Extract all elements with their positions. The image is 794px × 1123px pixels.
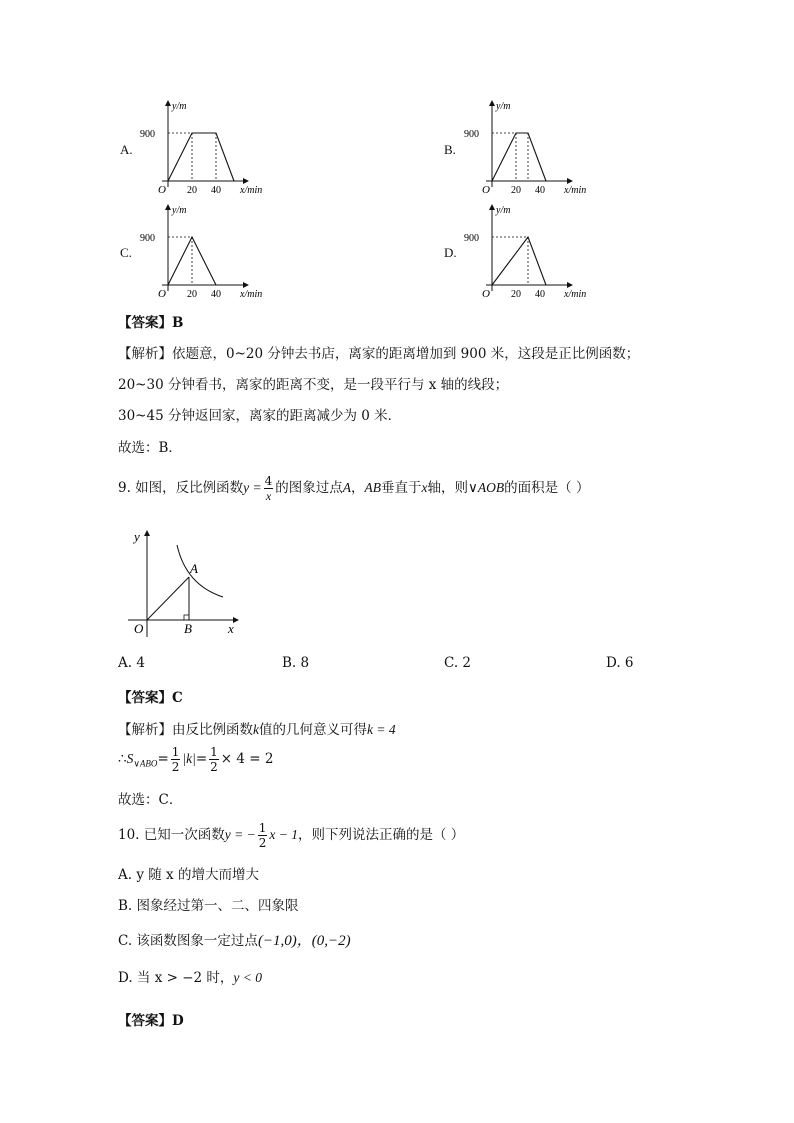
q9-right-angle-mark bbox=[184, 615, 189, 620]
origin-label: O bbox=[158, 184, 166, 195]
x-tick-40: 40 bbox=[211, 185, 221, 195]
data-line bbox=[492, 133, 546, 181]
x-tick-20: 20 bbox=[187, 185, 197, 195]
q9-area-formula: $\therefore S_{\vee ABO}=$ $\frac{1}{2}$ |k|= $\frac{1}{2}$ × 4 = 2 bbox=[118, 745, 274, 774]
q9-analysis: 【解析】由反比例函数k值的几何意义可得k = 4 bbox=[118, 722, 396, 738]
x-tick-20: 20 bbox=[511, 289, 521, 299]
q8-analysis-line-1: 【解析】依题意，0~20 分钟去书店，离家的距离增加到 900 米，这段是正比例函数； bbox=[118, 346, 640, 362]
q9-point-b-label: B bbox=[184, 621, 192, 636]
graph-option-a bbox=[140, 95, 280, 195]
y-axis-label: y/m bbox=[172, 205, 187, 216]
q8-conclusion: 故选：B． bbox=[118, 440, 182, 456]
q9-hyperbola-curve bbox=[177, 545, 223, 597]
x-tick-40: 40 bbox=[535, 289, 545, 299]
y-axis-label: y/m bbox=[172, 101, 187, 112]
x-tick-20: 20 bbox=[511, 185, 521, 195]
x-tick-40: 40 bbox=[535, 185, 545, 195]
y-tick-900: 900 bbox=[140, 129, 155, 140]
origin-label: O bbox=[482, 184, 490, 195]
q8-analysis-line-2: 20~30 分钟看书，离家的距离不变，是一段平行与 x 轴的线段； bbox=[118, 377, 509, 393]
q10-option-a: A. y 随 x 的增大而增大 bbox=[118, 867, 259, 883]
q9-point-a-label: A bbox=[190, 561, 198, 576]
graph-option-c bbox=[140, 199, 280, 299]
q10-option-b: B. 图象经过第一、二、四象限 bbox=[118, 898, 299, 914]
y-tick-900: 900 bbox=[464, 233, 479, 244]
option-c-letter: C. bbox=[120, 245, 132, 260]
option-d-letter: D. bbox=[444, 245, 457, 260]
option-b-letter: B. bbox=[444, 142, 456, 157]
y-tick-900: 900 bbox=[464, 129, 479, 140]
q9-origin-label: O bbox=[134, 621, 144, 636]
q8-analysis-line-3: 30~45 分钟返回家，离家的距离减少为 0 米． bbox=[118, 408, 402, 424]
x-axis-label: x/min bbox=[240, 185, 263, 195]
q10-answer: 【答案】D bbox=[118, 1013, 184, 1029]
q9-segment-oa bbox=[147, 577, 189, 620]
q10-option-c: C. 该函数图象一定过点(−1,0)，(0,−2) bbox=[118, 933, 351, 949]
x-tick-40: 40 bbox=[211, 289, 221, 299]
data-line bbox=[492, 237, 546, 285]
graph-option-b bbox=[464, 95, 604, 195]
y-tick-900: 900 bbox=[140, 233, 155, 244]
q10-stem: 10. 已知一次函数y = − $\frac{1}{2}$ x − 1，则下列说法正确的是（ ） bbox=[118, 821, 465, 850]
q9-option-b: B. 8 bbox=[282, 655, 310, 671]
x-axis-label: x/min bbox=[564, 185, 587, 195]
q9-conclusion: 故选：C． bbox=[118, 792, 183, 808]
y-axis-label: y/m bbox=[496, 101, 511, 112]
q9-x-label: x bbox=[228, 621, 234, 636]
q8-answer: 【答案】B bbox=[118, 315, 184, 331]
x-axis-label: x/min bbox=[240, 289, 263, 299]
q9-stem: 9. 如图，反比例函数y = $\frac{4}{x}$ 的图象过点A，AB垂直于x轴，则∨AOB的面积是（ ） bbox=[118, 474, 590, 503]
origin-label: O bbox=[482, 288, 490, 299]
x-axis-label: x/min bbox=[564, 289, 587, 299]
q9-answer: 【答案】C bbox=[118, 690, 183, 706]
graph-option-d bbox=[464, 199, 604, 299]
option-a-letter: A. bbox=[120, 142, 133, 157]
q9-y-label: y bbox=[134, 529, 140, 544]
q9-figure bbox=[120, 525, 250, 640]
data-line bbox=[168, 133, 234, 181]
origin-label: O bbox=[158, 288, 166, 299]
y-axis-label: y/m bbox=[496, 205, 511, 216]
q9-option-a: A. 4 bbox=[118, 655, 145, 671]
q9-option-c: C. 2 bbox=[444, 655, 472, 671]
q9-option-d: D. 6 bbox=[606, 655, 634, 671]
x-tick-20: 20 bbox=[187, 289, 197, 299]
q10-option-d: D. 当 x > −2 时，y < 0 bbox=[118, 970, 263, 986]
